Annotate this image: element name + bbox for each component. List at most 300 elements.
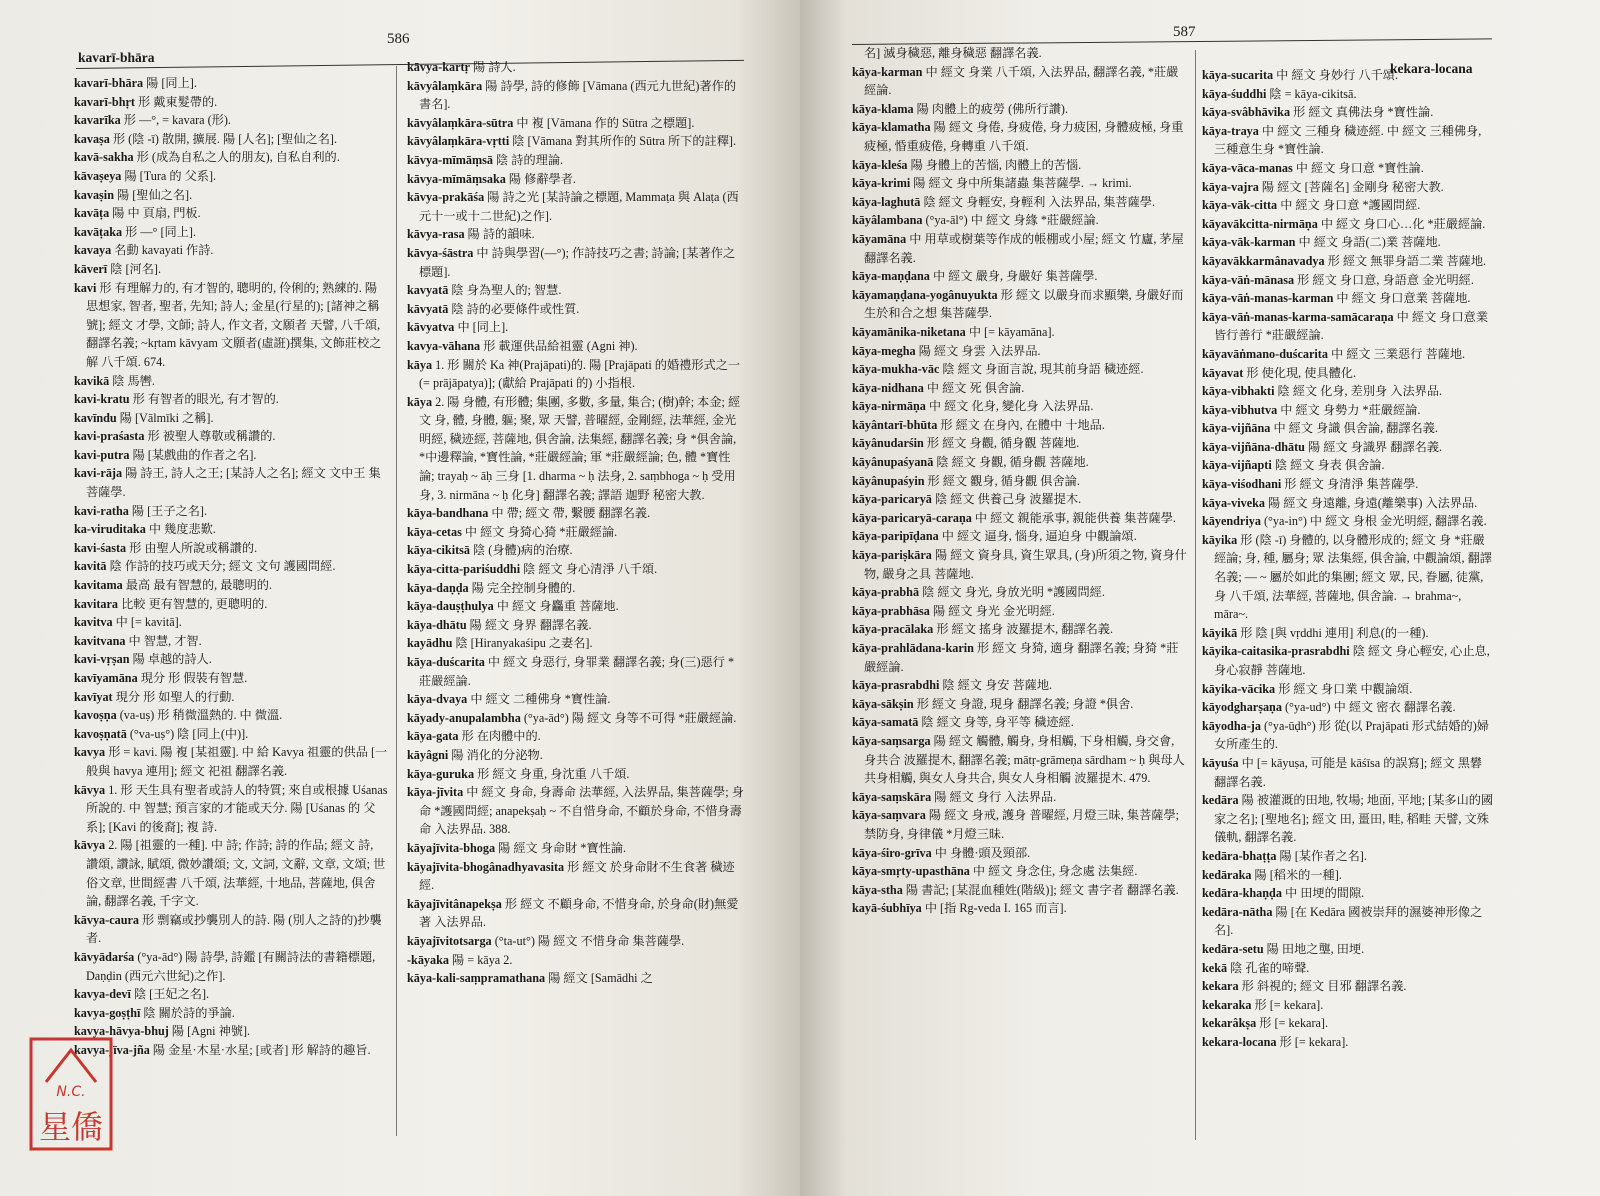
entry-definition: 形 陰 [與 vṛddhi 連用] 利息(的一種). xyxy=(1240,625,1429,640)
entry-headword: kavoṣṇatā xyxy=(74,726,127,741)
dictionary-entry xyxy=(852,527,1188,546)
entry-definition: 中 經文 嚴身, 身嚴好 集菩薩學. xyxy=(932,269,1098,284)
entry-definition: (°ya-ud°) 中 經文 密衣 翻譯名義. xyxy=(1284,700,1456,715)
entry-headword: kāya-vajra xyxy=(1202,179,1259,194)
dictionary-entry xyxy=(74,74,388,93)
dictionary-entry xyxy=(74,743,388,780)
dictionary-entry xyxy=(407,504,745,523)
entry-definition: 陽 = kāya 2. xyxy=(452,952,513,967)
entry-headword: kāyika xyxy=(1202,532,1238,547)
entry-definition: 中 經文 身語(二)業 菩薩地. xyxy=(1298,235,1441,250)
dictionary-entry xyxy=(1202,159,1496,178)
dictionary-entry xyxy=(407,58,745,77)
dictionary-entry xyxy=(74,557,388,576)
entry-definition: 形 經文 身觀, 循身觀 菩薩地. xyxy=(926,436,1080,451)
entry-definition: 陽 金星·木星·水星; [或者] 形 解詩的趣旨. xyxy=(152,1042,371,1057)
entry-headword: kavitvana xyxy=(74,633,126,648)
dictionary-entry xyxy=(1202,345,1496,364)
entry-definition: 形 有智者的眼光, 有才智的. xyxy=(132,392,279,407)
entry-headword: kayā-śubhīya xyxy=(852,901,922,916)
entry-definition: (°ya-ād°) 陽 經文 身等不可得 *莊嚴經論. xyxy=(523,710,737,725)
dictionary-entry xyxy=(407,858,745,895)
entry-definition: 形 在肉體中的. xyxy=(461,729,541,744)
entry-definition: 陰 經文 身等, 身平等 穢迹經. xyxy=(921,715,1074,730)
entry-definition: 形 [= kekara]. xyxy=(1279,1034,1349,1049)
entry-definition: 形 有理解力的, 有才智的, 聰明的, 伶俐的; 熟練的. 陽 思想家, 智者, 聖者, 先知; 詩人; 金星(行星的); [諸神之稱號]; 經文 才學, 文師; 詩人, 作文者, 文願者 天譬, 八千頌, 翻譯名義; ~kṛtam kāvyam 文願者(虛誑)撰集, 文飾莊校之解 八千頌. 674. xyxy=(86,280,382,369)
dictionary-entry xyxy=(407,244,745,281)
entry-headword: kāyajīvitotsarga xyxy=(407,933,492,948)
entry-headword: kāyânudarśin xyxy=(852,436,924,451)
entry-definition: 中 智慧, 才智. xyxy=(128,633,202,648)
entry-definition: 陽 詩之光 [某詩論之標題, Mammaṭa 與 Alaṭa (西元十一或十二世紀)之作]. xyxy=(419,190,739,223)
entry-definition: 形 經文 身口意, 身語意 金光明經. xyxy=(1297,272,1474,287)
entry-headword: kavi xyxy=(74,280,97,295)
entry-definition: 陽 經文 身倦, 身疲倦, 身力疲困, 身體疲極, 身重疲極, 惛重疲倦, 身轉重 八千頌. xyxy=(864,120,1184,153)
dictionary-entry xyxy=(852,546,1188,583)
dictionary-entry xyxy=(852,100,1188,119)
dictionary-entry xyxy=(1202,419,1496,438)
entry-definition: 中 經文 身猗心猗 *莊嚴經論. xyxy=(464,524,618,539)
entry-headword: kavi-vṛṣan xyxy=(74,652,130,667)
entry-headword: kāyika-vācika xyxy=(1202,681,1276,696)
entry-headword: kavi-śasta xyxy=(74,540,127,555)
dictionary-entry xyxy=(407,895,745,932)
dictionary-entry xyxy=(852,844,1188,863)
entry-definition: 陰 (身體)病的治療. xyxy=(473,543,573,558)
dictionary-entry xyxy=(74,167,388,186)
entry-headword: kāya-śiro-grīva xyxy=(852,845,932,860)
entry-definition: 陽 經文 身界 翻譯名義. xyxy=(469,617,592,632)
entry-headword: kāya-saṃsarga xyxy=(852,733,931,748)
right-column-2 xyxy=(1202,66,1496,1146)
entry-headword: kāya-duścarita xyxy=(407,655,485,669)
entry-definition: 陽 [某戲曲的作者之名]. xyxy=(132,447,257,462)
dictionary-entry xyxy=(74,464,388,501)
dictionary-entry xyxy=(1202,494,1496,513)
entry-definition: 中 經文 死 俱舍論. xyxy=(926,380,1025,395)
entry-headword: kāvaṣeya xyxy=(74,168,122,183)
entry-definition: 中 經文 化身, 變化身 入法界品. xyxy=(928,399,1094,414)
entry-headword: kavīyat xyxy=(74,689,113,704)
dictionary-entry xyxy=(74,725,388,744)
dictionary-entry xyxy=(1202,382,1496,401)
entry-headword: kāyavāṅmano-duścarita xyxy=(1202,346,1328,361)
entry-definition: 陽 田地之壟, 田埂. xyxy=(1266,941,1365,956)
entry-definition: 中 經文 身識 俱舍論, 翻譯名義. xyxy=(1273,421,1438,436)
dictionary-entry xyxy=(74,650,388,669)
entry-headword: kāya-viśodhani xyxy=(1202,477,1282,492)
entry-definition: 陽 經文 身中所集諸蟲 集菩薩學. → krimi. xyxy=(913,176,1132,191)
dictionary-entry xyxy=(1202,401,1496,420)
dictionary-entry xyxy=(852,788,1188,807)
entry-definition: 中 經文 身口心…化 *莊嚴經論. xyxy=(1320,216,1486,231)
entry-headword: kāyajīvita-bhoga xyxy=(407,840,496,855)
entry-headword: kāvya-prakāśa xyxy=(407,190,485,205)
dictionary-entry xyxy=(407,281,745,300)
dictionary-entry xyxy=(1202,996,1496,1015)
entry-headword: kavya-vāhana xyxy=(407,338,481,353)
entry-headword: kedāraka xyxy=(1202,867,1252,882)
dictionary-entry xyxy=(852,881,1188,900)
entry-headword: kāya-bandhana xyxy=(407,506,489,521)
entry-definition: 陽 [稻米的一種]. xyxy=(1254,867,1342,882)
entry-definition: 陽 經文 身戒, 護身 普曜經, 月燈三昧, 集菩薩學; 禁防身, 身律儀 *月燈三昧. xyxy=(864,808,1180,841)
entry-definition: 中 用草或樹葉等作成的帳棚或小屋; 經文 竹廬, 茅屋 翻譯名義. xyxy=(864,231,1184,265)
entry-headword: -kāyaka xyxy=(407,952,449,967)
entry-definition: 形 經文 搖身 波羅提木, 翻譯名義. xyxy=(936,622,1114,637)
entry-definition: 現分 形 如聖人的行動. xyxy=(115,689,235,704)
entry-definition: 中 經文 身妙行 八千頌. xyxy=(1276,68,1399,82)
dictionary-entry xyxy=(852,63,1188,100)
entry-headword: kāyâlambana xyxy=(852,213,923,228)
entry-headword: kāya-kali-saṃpramathana xyxy=(407,971,546,986)
entry-definition: 陰 經文 身心清淨 八千頌. xyxy=(523,562,658,577)
entry-definition: 中 經文 二種佛身 *寶性論. xyxy=(470,692,611,707)
entry-definition: 中 經文 親能承事, 親能供養 集菩薩學. xyxy=(974,510,1176,525)
entry-definition: 1. 形 關於 Ka 神(Prajāpati)的. 陽 [Prajāpati 的婚禮形式之一 (= prājāpatya)]; (獻給 Prajāpati 的) 小指根. xyxy=(419,357,741,391)
entry-definition: 陽 被灌溉的田地, 牧場; 地面, 平地; [某多山的國家之名]; [聖地名]; 經文 田, 畺田, 畦, 稻畦 天譬, 文殊儀軌, 翻譯名義. xyxy=(1214,793,1494,845)
entry-definition: 中 經文 三業惡行 菩薩地. xyxy=(1331,346,1466,361)
dictionary-entry xyxy=(852,156,1188,175)
entry-headword: kavi-rāja xyxy=(74,466,123,481)
entry-definition: 中 幾度悲歎. xyxy=(148,522,216,537)
entry-headword: kāya-klama xyxy=(852,101,914,116)
dictionary-entry xyxy=(1202,85,1496,104)
dictionary-entry xyxy=(1202,456,1496,475)
entry-headword: kāvyâlaṃkāra-vṛtti xyxy=(407,134,510,149)
entry-headword: kavya-hāvya-bhuj xyxy=(74,1024,169,1039)
entry-headword: kāya-śuddhi xyxy=(1202,86,1267,101)
entry-definition: 陰 [王妃之名]. xyxy=(133,987,210,1002)
entry-headword: kāya-guruka xyxy=(407,766,475,781)
dictionary-entry xyxy=(407,709,745,728)
dictionary-entry xyxy=(852,323,1188,342)
entry-definition: 形 經文 身證, 現身 翻譯名義; 身證 *俱舍. xyxy=(916,696,1134,711)
dictionary-entry xyxy=(74,948,388,985)
dictionary-entry xyxy=(852,732,1188,788)
dictionary-entry xyxy=(1202,1014,1496,1033)
entry-definition: 陽 詩人. xyxy=(473,60,516,74)
entry-headword: kāya-klamatha xyxy=(852,120,931,135)
dictionary-entry xyxy=(1202,903,1496,940)
entry-headword: kāya-maṇḍana xyxy=(852,269,930,284)
entry-headword: kavyatā xyxy=(407,283,449,298)
entry-definition: 名] 滅身穢惡, 離身穢惡 翻譯名義. xyxy=(864,46,1042,60)
entry-definition: 中 經文 身口意業皆行善行 *莊嚴經論. xyxy=(1214,309,1489,343)
entry-definition: 陽 經文 身識界 翻譯名義. xyxy=(1308,439,1443,454)
dictionary-entry xyxy=(852,174,1188,193)
entry-definition: 比較 更有智慧的, 更聰明的. xyxy=(121,596,268,611)
entry-definition: 陰 經文 化身, 差別身 入法界品. xyxy=(1277,384,1443,399)
dictionary-entry xyxy=(852,267,1188,286)
entry-headword: kāvya-mīmāṃsaka xyxy=(407,171,506,186)
entry-definition: 陽 經文 觸體, 觸身, 身相觸, 下身相觸, 身交會, 身共合 波羅提木, 翻譯名義; mātṛ-grāmeṇa sārdham ~ ḥ 與母人共身相觸, 與女人身共合, 與女人身相觸 波羅提木. 479. xyxy=(864,733,1185,786)
dictionary-entry xyxy=(1202,122,1496,159)
entry-definition: 形 (成為自私之人的朋友), 自私自利的. xyxy=(136,150,340,165)
entry-headword: kavi-putra xyxy=(74,447,130,462)
entry-definition: 陽 消化的分泌物. xyxy=(451,747,543,762)
dictionary-entry xyxy=(1202,866,1496,885)
entry-headword: kavarī-bhāra xyxy=(74,76,144,90)
entry-headword: kavīndu xyxy=(74,410,117,425)
entry-headword: kāya-pracālaka xyxy=(852,622,934,637)
dictionary-entry xyxy=(1202,847,1496,866)
dictionary-entry xyxy=(74,836,388,910)
running-head-left: kavarī-bhāra xyxy=(78,50,155,65)
dictionary-entry xyxy=(74,688,388,707)
dictionary-entry xyxy=(407,337,745,356)
dictionary-entry xyxy=(1202,680,1496,699)
entry-definition: 形 剽竊或抄襲別人的詩. 陽 (別人之詩的)抄襲者. xyxy=(86,912,382,946)
dictionary-entry xyxy=(852,602,1188,621)
entry-headword: kāya-daṇḍa xyxy=(407,580,469,595)
entry-headword: kedāra-khaṇḍa xyxy=(1202,886,1282,901)
entry-headword: kavya xyxy=(74,745,106,760)
entry-definition: 中 [指 Rg-veda I. 165 而言]. xyxy=(924,901,1067,916)
entry-headword: kāyajīvitânapekṣa xyxy=(407,896,502,911)
entry-headword: kāya-stha xyxy=(852,882,903,897)
entry-headword: kavaṣa xyxy=(74,131,110,146)
dictionary-entry xyxy=(1202,791,1496,847)
entry-headword: kāya-samatā xyxy=(852,715,919,730)
entry-definition: 陰 = kāya-cikitsā. xyxy=(1269,86,1357,101)
entry-definition: 陽 詩王, 詩人之王; [某詩人之名]; 經文 文中王 集菩薩學. xyxy=(86,466,381,500)
dictionary-entry xyxy=(407,560,745,579)
entry-definition: 形 經文 在身內, 在體中 十地品. xyxy=(940,417,1105,432)
entry-definition: 形 由聖人所說或稱讚的. xyxy=(129,540,258,555)
dictionary-entry xyxy=(407,541,745,560)
stamp-bottom-text: 星僑 xyxy=(38,1108,104,1146)
dictionary-entry xyxy=(74,446,388,465)
entry-headword: kāvyatā xyxy=(407,301,449,316)
entry-definition: (°ya-āl°) 中 經文 身緣 *莊嚴經論. xyxy=(925,213,1099,228)
dictionary-entry xyxy=(74,576,388,595)
entry-headword: kāyântarī-bhūta xyxy=(852,417,938,432)
entry-headword: kāya-mukha-vāc xyxy=(852,362,940,377)
dictionary-entry xyxy=(74,669,388,688)
entry-definition: 形 經文 身清淨 集菩薩學. xyxy=(1284,477,1419,492)
dictionary-entry xyxy=(852,286,1188,323)
entry-definition: 陽 經文 身行 入法界品. xyxy=(934,789,1057,804)
entry-headword: kāya-sucarita xyxy=(1202,68,1274,82)
dictionary-entry xyxy=(407,579,745,598)
entry-definition: 形 使化現, 使具體化. xyxy=(1246,365,1357,380)
entry-headword: kavya-jīva-jña xyxy=(74,1042,150,1057)
entry-definition: 中 經文 身命, 身壽命 法華經, 入法界品, 集菩薩學; 身命 *護國問經; anapekṣaḥ ~ 不自惜身命, 不顧於身命, 不惜身壽命 入法界品. 388. xyxy=(419,785,744,837)
entry-headword: kāya xyxy=(407,357,433,372)
entry-headword: kāyady-anupalambha xyxy=(407,710,521,725)
entry-headword: kāverī xyxy=(74,261,108,276)
entry-headword: kavya-devī xyxy=(74,987,131,1002)
entry-headword: kāya-vāṅ-manas-karman xyxy=(1202,291,1334,306)
dictionary-entry xyxy=(1202,271,1496,290)
entry-headword: kāya-vibhakti xyxy=(1202,384,1275,399)
entry-headword: kavi-kratu xyxy=(74,392,130,407)
entry-definition: 陰 身為聖人的; 智慧. xyxy=(451,283,562,298)
entry-headword: kāvyâlaṃkāra xyxy=(407,78,483,93)
entry-definition: 陽 經文 身遠離, 身遠(離樂事) 入法界品. xyxy=(1268,495,1478,510)
entry-definition: 形 經文 於身命財不生食著 穢迹經. xyxy=(419,859,735,893)
entry-headword: kedāra-bhaṭṭa xyxy=(1202,848,1277,863)
entry-headword: kavikā xyxy=(74,373,110,388)
dictionary-entry xyxy=(852,676,1188,695)
dictionary-entry xyxy=(1202,531,1496,624)
dictionary-entry xyxy=(1202,475,1496,494)
entry-definition: 形 經文 身猗, 適身 翻譯名義; 身猗 *莊嚴經論. xyxy=(864,641,1179,674)
dictionary-entry xyxy=(1202,642,1496,679)
entry-headword: kāya-prabhā xyxy=(852,585,920,600)
entry-headword: kāya-krimi xyxy=(852,176,911,191)
entry-definition: 陽 經文 身命財 *寶性論. xyxy=(498,840,627,855)
entry-definition: 形 經文 真佛法身 *寶性論. xyxy=(1293,105,1434,120)
entry-headword: kavitara xyxy=(74,596,119,611)
entry-definition: 陰 [Hiranyakaśipu 之妻名]. xyxy=(455,636,593,651)
entry-headword: kāyodgharṣaṇa xyxy=(1202,700,1282,715)
entry-headword: kavāṭaka xyxy=(74,224,123,239)
dictionary-entry xyxy=(74,502,388,521)
entry-headword: kāvya-mīmāṃsā xyxy=(407,152,493,167)
entry-definition: 形 —° [同上]. xyxy=(125,224,197,239)
dictionary-entry xyxy=(852,899,1188,918)
entry-headword: kāyodha-ja xyxy=(1202,718,1261,733)
entry-definition: 形 載運供品給祖靈 (Agni 神). xyxy=(483,338,638,353)
entry-definition: 陰 詩的理論. xyxy=(496,152,564,167)
entry-definition: 形 經文 觀身, 循身觀 俱舍論. xyxy=(927,473,1080,488)
entry-headword: kedāra xyxy=(1202,793,1239,808)
dictionary-entry xyxy=(407,170,745,189)
entry-definition: 形 經文 以嚴身而求顯樂, 身嚴好而生於和合之想 集菩薩學. xyxy=(864,287,1184,321)
dictionary-entry xyxy=(74,130,388,149)
dictionary-entry xyxy=(852,453,1188,472)
entry-headword: kavarī-bhṛt xyxy=(74,94,135,109)
entry-headword: kāya-laghutā xyxy=(852,194,921,209)
entry-headword: kāya-vāca-manas xyxy=(1202,160,1293,175)
entry-definition: (°ya-ād°) 陽 詩學, 詩鑑 [有關詩法的書籍標題, Daṇḍin (西元六世紀)之作]. xyxy=(86,949,376,983)
entry-definition: (va-uṣ) 形 稍微溫熱的. 中 微溫. xyxy=(119,708,283,723)
entry-definition: 形 (陰 -ī) 身體的, 以身體形成的; 經文 身 *莊嚴經論; 身, 種, 屬身; 眾 法集經, 俱舍論, 中觀論頌, 翻譯名義; — ~ 屬於如此的集團; 經文 眾, 民, 眷屬, 徒黨, 身 八千頌, 法華經, 菩薩地, 俱舍論. → brahma~, māra~. xyxy=(1214,532,1492,622)
dictionary-entry xyxy=(407,969,745,988)
entry-headword: kekara-locana xyxy=(1202,1034,1277,1049)
entry-definition: 中 經文 身口意 *護國問經. xyxy=(1280,198,1421,213)
page-number-left: 586 xyxy=(387,31,410,47)
dictionary-entry xyxy=(852,620,1188,639)
entry-headword: kāya-paricaryā xyxy=(852,492,932,507)
entry-headword: kāya-saṃvara xyxy=(852,808,926,823)
entry-definition: 最高 最有智慧的, 最聰明的. xyxy=(125,578,273,593)
entry-definition: 中 複 [Vāmana 作的 Sūtra 之標題]. xyxy=(516,115,695,130)
entry-headword: kekara xyxy=(1202,979,1239,994)
entry-definition: 陽 中 頁扇, 門板. xyxy=(112,206,201,221)
entry-headword: kayādhu xyxy=(407,636,453,651)
dictionary-entry xyxy=(407,356,745,393)
dictionary-entry xyxy=(1202,66,1496,85)
dictionary-entry xyxy=(74,279,388,372)
entry-definition: 陰 經文 身心輕安, 心止息, 身心寂靜 菩薩地. xyxy=(1214,644,1490,677)
dictionary-entry xyxy=(407,151,745,170)
entry-headword: kāya-smṛty-upasthāna xyxy=(852,864,970,879)
entry-headword: kāya-vāk-citta xyxy=(1202,198,1278,213)
entry-headword: ka-viruditaka xyxy=(74,522,146,537)
dictionary-entry xyxy=(74,390,388,409)
entry-headword: kāya-vāṅ-manas-karma-samācaraṇa xyxy=(1202,309,1394,324)
dictionary-entry xyxy=(852,397,1188,416)
entry-headword: kāyânupaśyanā xyxy=(852,455,934,470)
dictionary-entry xyxy=(407,839,745,858)
dictionary-entry xyxy=(852,695,1188,714)
dictionary-entry xyxy=(407,932,745,951)
entry-definition: 陰 經文 身觀, 循身觀 菩薩地. xyxy=(936,455,1089,470)
entry-headword: kāyavat xyxy=(1202,365,1244,380)
dictionary-entry xyxy=(852,193,1188,212)
entry-definition: 形 [= kekara]. xyxy=(1254,997,1324,1012)
dictionary-entry xyxy=(1202,959,1496,978)
page-number-right: 587 xyxy=(1173,24,1196,40)
entry-headword: kavitva xyxy=(74,615,113,630)
entry-headword: kāya-dauṣṭhulya xyxy=(407,599,494,614)
entry-definition: 1. 形 天生具有聖者或詩人的特質; 來自或根據 Uśanas 所說的. 中 智慧; 預言家的才能或天分. 陽 [Uśanas 的 父系]; [Kavi 的後裔]; 複 詩. xyxy=(86,782,388,834)
dictionary-entry xyxy=(74,409,388,428)
entry-headword: kāvyâlaṃkāra-sūtra xyxy=(407,115,514,130)
left-column-2 xyxy=(407,58,745,1148)
dictionary-entry xyxy=(74,632,388,651)
entry-headword: kedāra-setu xyxy=(1202,941,1264,956)
entry-definition: 陽 [同上]. xyxy=(146,76,197,90)
entry-headword: kavaṣin xyxy=(74,187,114,202)
dictionary-entry xyxy=(852,639,1188,676)
dictionary-entry xyxy=(407,951,745,970)
dictionary-entry xyxy=(407,318,745,337)
dictionary-entry xyxy=(852,713,1188,732)
entry-headword: kāya-dvaya xyxy=(407,692,468,707)
dictionary-entry xyxy=(1202,977,1496,996)
entry-definition: 形 (陰 -ī) 散開, 擴展. 陽 [人名]; [聖仙之名]. xyxy=(112,131,338,146)
dictionary-entry xyxy=(74,985,388,1004)
entry-definition: 陽 [王子之名]. xyxy=(131,503,208,518)
entry-definition: 陽 肉體上的疲勞 (佛所行讚). xyxy=(916,101,1068,116)
dictionary-entry xyxy=(1202,1033,1496,1052)
entry-definition: 陰 經文 身輕安, 身輕利 入法界品, 集菩薩學. xyxy=(923,194,1156,209)
dictionary-entry xyxy=(407,132,745,151)
entry-definition: 中 經文 身口意業 菩薩地. xyxy=(1336,291,1471,306)
entry-headword: kāya-vijñāna-dhātu xyxy=(1202,439,1305,454)
entry-definition: 中 經文 身業 八千頌, 入法界品, 翻譯名義, *莊嚴經論. xyxy=(864,64,1179,98)
entry-definition: 陽 [聖仙之名]. xyxy=(117,187,193,202)
dictionary-entry xyxy=(1202,698,1496,717)
entry-definition: 中 [= kāyuṣa, 可能是 kāśīsa 的誤寫]; 經文 黑礬 翻譯名義. xyxy=(1214,755,1483,789)
entry-headword: kāya-prabhāsa xyxy=(852,603,930,618)
entry-definition: 陽 [某作者之名]. xyxy=(1279,848,1367,863)
dictionary-entry xyxy=(407,690,745,709)
dictionary-entry xyxy=(852,806,1188,843)
entry-definition: 中 經文 三種身 穢迹經. 中 經文 三種佛身, 三種意生身 *寶性論. xyxy=(1214,123,1482,157)
dictionary-entry xyxy=(852,472,1188,491)
entry-headword: kavoṣṇa xyxy=(74,708,117,723)
dictionary-entry xyxy=(1202,364,1496,383)
entry-definition: 陽 經文 身雲 入法界品. xyxy=(918,343,1041,358)
dictionary-entry xyxy=(74,111,388,130)
entry-headword: kāya-svâbhāvika xyxy=(1202,105,1291,120)
dictionary-entry xyxy=(74,241,388,260)
entry-headword: kavi-praśasta xyxy=(74,429,145,444)
dictionary-entry xyxy=(1202,512,1496,531)
entry-headword: kāya-nirmāṇa xyxy=(852,399,926,414)
entry-definition: 陽 經文 資身具, 資生眾具, (身)所須之物, 資身什物, 嚴身之具 菩薩地. xyxy=(864,548,1187,581)
dictionary-entry xyxy=(74,1041,388,1060)
entry-headword: kāya-paripīḍana xyxy=(852,529,939,544)
dictionary-entry xyxy=(852,583,1188,602)
right-page xyxy=(800,0,1600,1196)
entry-headword: kāya-vijñapti xyxy=(1202,458,1272,473)
